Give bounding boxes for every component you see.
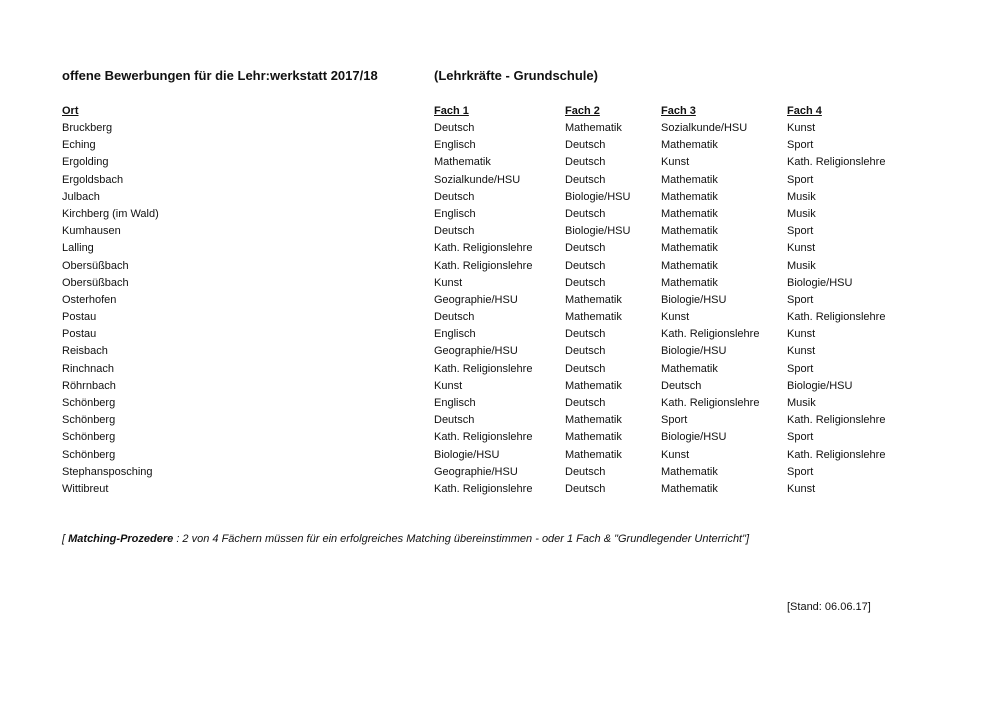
cell-ort: Rinchnach [62, 362, 114, 375]
page-title: offene Bewerbungen für die Lehr:werkstatt 2017/18 [62, 68, 378, 83]
matching-note [62, 533, 749, 545]
cell-fach-1: Deutsch [434, 190, 475, 203]
cell-fach-4: Kath. Religionslehre [787, 414, 886, 427]
page-subtitle: (Lehrkräfte - Grundschule) [434, 68, 598, 83]
cell-fach-4: Kath. Religionslehre [787, 311, 886, 324]
cell-fach-1: Sozialkunde/HSU [434, 173, 521, 186]
cell-fach-3: Kath. Religionslehre [661, 397, 760, 409]
cell-ort: Eching [62, 139, 96, 152]
table-row [0, 208, 992, 225]
cell-fach-3: Mathematik [661, 259, 718, 272]
cell-fach-4: Biologie/HSU [787, 276, 853, 289]
cell-fach-2: Deutsch [565, 259, 606, 272]
cell-fach-2: Deutsch [565, 156, 606, 169]
column-header-fach-2: Fach 2 [565, 105, 600, 117]
cell-fach-2: Mathematik [565, 448, 622, 461]
table-row [0, 431, 992, 448]
table-row [0, 311, 992, 328]
cell-fach-2: Deutsch [565, 397, 606, 409]
cell-ort: Kumhausen [62, 225, 121, 238]
cell-fach-2: Deutsch [565, 173, 606, 186]
cell-fach-4: Sport [787, 465, 814, 478]
cell-fach-1: Deutsch [434, 311, 475, 324]
cell-ort: Kirchberg (im Wald) [62, 207, 159, 220]
cell-fach-4: Kunst [787, 242, 816, 255]
cell-fach-1: Geographie/HSU [434, 465, 518, 478]
table-row [0, 294, 992, 311]
cell-fach-1: Kunst [434, 379, 463, 392]
cell-fach-3: Mathematik [661, 242, 718, 255]
cell-fach-1: Englisch [434, 328, 476, 341]
cell-fach-1: Englisch [434, 207, 476, 220]
cell-ort: Postau [62, 328, 97, 341]
cell-fach-1: Deutsch [434, 225, 475, 238]
table-row [0, 483, 992, 500]
table-row [0, 225, 992, 242]
column-header-ort: Ort [62, 105, 79, 117]
cell-fach-2: Mathematik [565, 379, 622, 392]
cell-fach-3: Mathematik [661, 465, 718, 478]
note-label: Matching-Prozedere [68, 533, 174, 545]
cell-fach-3: Mathematik [661, 482, 718, 495]
cell-fach-4: Sport [787, 225, 814, 238]
column-header-fach-3: Fach 3 [661, 105, 696, 117]
cell-ort: Julbach [62, 190, 100, 203]
cell-fach-2: Mathematik [565, 414, 622, 427]
table-row [0, 449, 992, 466]
cell-fach-4: Sport [787, 362, 814, 375]
cell-ort: Postau [62, 311, 97, 324]
cell-fach-4: Musik [787, 190, 816, 203]
cell-fach-2: Deutsch [565, 242, 606, 255]
stand-date: [Stand: 06.06.17] [787, 601, 871, 613]
cell-fach-3: Kunst [661, 311, 690, 324]
cell-fach-2: Deutsch [565, 362, 606, 375]
cell-ort: Bruckberg [62, 122, 113, 134]
cell-fach-3: Biologie/HSU [661, 293, 727, 306]
table-row [0, 139, 992, 156]
cell-ort: Schönberg [62, 448, 116, 461]
cell-ort: Röhrnbach [62, 379, 116, 392]
table-row [0, 414, 992, 431]
cell-fach-3: Mathematik [661, 190, 718, 203]
cell-fach-2: Deutsch [565, 139, 606, 152]
cell-ort: Ergolding [62, 156, 109, 169]
note-text: : 2 von 4 Fächern müssen für ein erfolgreiches Matching übereinstimmen - oder 1 Fach & "Grundlegender Unterricht"] [173, 533, 750, 545]
column-header-fach-4: Fach 4 [787, 105, 822, 117]
cell-fach-2: Biologie/HSU [565, 190, 631, 203]
column-header-fach-1: Fach 1 [434, 105, 469, 117]
cell-fach-3: Biologie/HSU [661, 431, 727, 444]
table-row [0, 122, 992, 139]
cell-fach-3: Biologie/HSU [661, 345, 727, 358]
cell-fach-4: Kath. Religionslehre [787, 156, 886, 169]
cell-ort: Ergoldsbach [62, 173, 124, 186]
cell-fach-1: Deutsch [434, 122, 475, 134]
cell-fach-4: Sport [787, 173, 814, 186]
cell-fach-1: Kath. Religionslehre [434, 482, 533, 495]
cell-fach-1: Englisch [434, 139, 476, 152]
cell-fach-1: Biologie/HSU [434, 448, 500, 461]
cell-fach-3: Sozialkunde/HSU [661, 122, 748, 134]
table-body [0, 122, 992, 500]
table-row [0, 174, 992, 191]
cell-fach-1: Kunst [434, 276, 463, 289]
cell-fach-2: Mathematik [565, 293, 622, 306]
table-row [0, 328, 992, 345]
cell-fach-4: Sport [787, 431, 814, 444]
cell-fach-1: Kath. Religionslehre [434, 242, 533, 255]
cell-fach-2: Deutsch [565, 207, 606, 220]
cell-fach-1: Englisch [434, 397, 476, 409]
cell-fach-4: Kunst [787, 122, 816, 134]
cell-fach-3: Kunst [661, 448, 690, 461]
cell-fach-4: Kath. Religionslehre [787, 448, 886, 461]
cell-fach-1: Kath. Religionslehre [434, 259, 533, 272]
cell-fach-4: Kunst [787, 328, 816, 341]
cell-ort: Stephansposching [62, 465, 153, 478]
table-row [0, 191, 992, 208]
cell-fach-3: Mathematik [661, 173, 718, 186]
cell-fach-4: Kunst [787, 482, 816, 495]
cell-fach-2: Deutsch [565, 465, 606, 478]
cell-ort: Obersüßbach [62, 259, 129, 272]
cell-fach-3: Mathematik [661, 139, 718, 152]
cell-ort: Lalling [62, 242, 94, 255]
note-open-bracket: [ [62, 533, 69, 545]
cell-fach-4: Musik [787, 207, 816, 220]
cell-fach-4: Biologie/HSU [787, 379, 853, 392]
table-row [0, 345, 992, 362]
cell-fach-1: Kath. Religionslehre [434, 431, 533, 444]
cell-fach-1: Mathematik [434, 156, 491, 169]
cell-fach-1: Geographie/HSU [434, 345, 518, 358]
table-row [0, 277, 992, 294]
cell-ort: Schönberg [62, 431, 116, 444]
cell-fach-3: Mathematik [661, 362, 718, 375]
cell-fach-4: Sport [787, 139, 814, 152]
cell-fach-2: Biologie/HSU [565, 225, 631, 238]
cell-ort: Schönberg [62, 397, 116, 409]
cell-fach-3: Mathematik [661, 207, 718, 220]
cell-ort: Wittibreut [62, 482, 109, 495]
cell-fach-2: Deutsch [565, 482, 606, 495]
cell-fach-2: Mathematik [565, 122, 622, 134]
cell-fach-4: Musik [787, 259, 816, 272]
table-row [0, 242, 992, 259]
table-row [0, 466, 992, 483]
table-row [0, 380, 992, 397]
cell-fach-2: Mathematik [565, 431, 622, 444]
cell-fach-1: Geographie/HSU [434, 293, 518, 306]
cell-fach-3: Sport [661, 414, 688, 427]
cell-ort: Reisbach [62, 345, 108, 358]
cell-fach-1: Kath. Religionslehre [434, 362, 533, 375]
cell-fach-4: Musik [787, 397, 816, 409]
cell-fach-2: Mathematik [565, 311, 622, 324]
cell-ort: Osterhofen [62, 293, 117, 306]
cell-fach-4: Kunst [787, 345, 816, 358]
table-row [0, 260, 992, 277]
cell-fach-2: Deutsch [565, 328, 606, 341]
cell-fach-2: Deutsch [565, 276, 606, 289]
cell-fach-3: Kath. Religionslehre [661, 328, 760, 341]
cell-fach-3: Mathematik [661, 225, 718, 238]
table-row [0, 397, 992, 414]
table-row [0, 156, 992, 173]
cell-ort: Schönberg [62, 414, 116, 427]
table-row [0, 363, 992, 380]
cell-fach-3: Kunst [661, 156, 690, 169]
cell-fach-2: Deutsch [565, 345, 606, 358]
cell-ort: Obersüßbach [62, 276, 129, 289]
cell-fach-4: Sport [787, 293, 814, 306]
cell-fach-3: Mathematik [661, 276, 718, 289]
cell-fach-1: Deutsch [434, 414, 475, 427]
cell-fach-3: Deutsch [661, 379, 702, 392]
